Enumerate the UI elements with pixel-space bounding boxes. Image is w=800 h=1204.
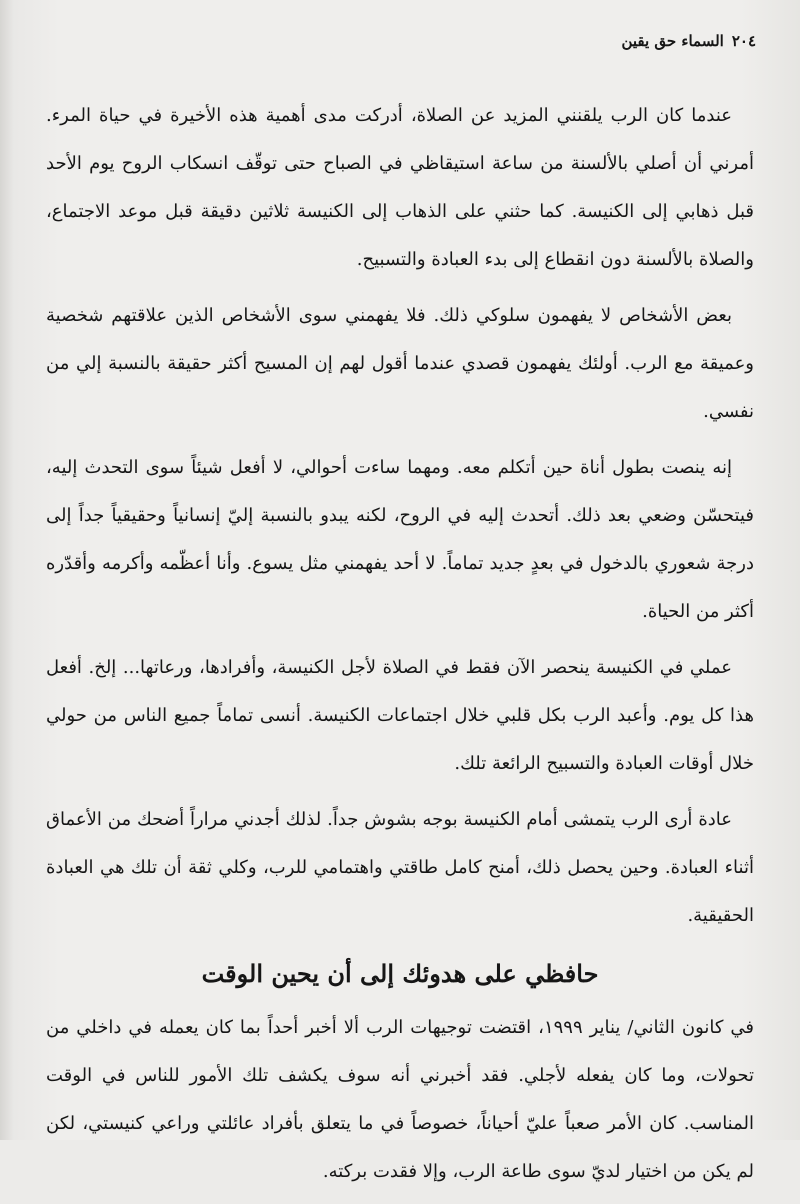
paragraph: بعض الأشخاص لا يفهمون سلوكي ذلك. فلا يفهمني سوى الأشخاص الذين علاقتهم شخصية وعميقة مع الرب. أولئك يفهمون قصدي عندما أقول لهم إن المسيح أكثر حقيقة بالنسبة إلي من نفسي. <box>46 305 754 422</box>
paragraph: عملي في الكنيسة ينحصر الآن فقط في الصلاة لأجل الكنيسة، وأفرادها، ورعاتها... إلخ. أفعل هذا كل يوم. وأعبد الرب بكل قلبي خلال اجتماعات الكنيسة. أنسى تماماً جميع الناس من حولي خلال أوقات العبادة والتسبيح الرائعة تلك. <box>46 657 754 774</box>
page-number: ٢٠٤ <box>731 32 756 50</box>
body-text <box>46 92 754 1204</box>
paragraph: عندما كان الرب يلقنني المزيد عن الصلاة، أدركت مدى أهمية هذه الأخيرة في حياة المرء. أمرني أن أصلي بالألسنة من ساعة استيقاظي في الصباح حتى توقّف انسكاب الروح يوم الأحد قبل ذهابي إلى الكنيسة. كما حثني على الذهاب إلى الكنيسة ثلاثين دقيقة قبل موعد الاجتماع، والصلاة بالألسنة دون انقطاع إلى بدء العبادة والتسبيح. <box>46 105 754 270</box>
running-header <box>613 32 756 50</box>
section-paragraph: في كانون الثاني/ يناير ١٩٩٩، اقتضت توجيهات الرب ألا أخبر أحداً بما كان يعمله في داخلي من تحولات، وما كان يفعله لأجلي. فقد أخبرني أنه سوف يكشف تلك الأمور للناس في الوقت المناسب. كان الأمر صعباً عليّ أحياناً، خصوصاً في ما يتعلق بأفراد عائلتي وراعي كنيستي، لكن لم يكن من اختيار لديّ سوى طاعة الرب، وإلا فقدت بركته. <box>46 1017 754 1182</box>
paragraph: إنه ينصت بطول أناة حين أتكلم معه. ومهما ساءت أحوالي، لا أفعل شيئاً سوى التحدث إليه، فيتحسّن وضعي بعد ذلك. أتحدث إليه في الروح، لكنه يبدو بالنسبة إليّ إنسانياً وحقيقياً جداً إلى درجة شعوري بالدخول في بعدٍ جديد تماماً. لا أحد يفهمني مثل يسوع. وأنا أعظّمه وأكرمه وأقدّره أكثر من الحياة. <box>46 457 754 622</box>
paragraph: عادة أرى الرب يتمشى أمام الكنيسة بوجه بشوش جداً. لذلك أجدني مراراً أضحك من الأعماق أثناء العبادة. وحين يحصل ذلك، أمنح كامل طاقتي واهتمامي للرب، وكلي ثقة أن تلك هي العبادة الحقيقية. <box>46 809 754 926</box>
section-heading: حافظي على هدوئك إلى أن يحين الوقت <box>201 959 599 988</box>
running-title: السماء حق يقين <box>621 32 724 50</box>
